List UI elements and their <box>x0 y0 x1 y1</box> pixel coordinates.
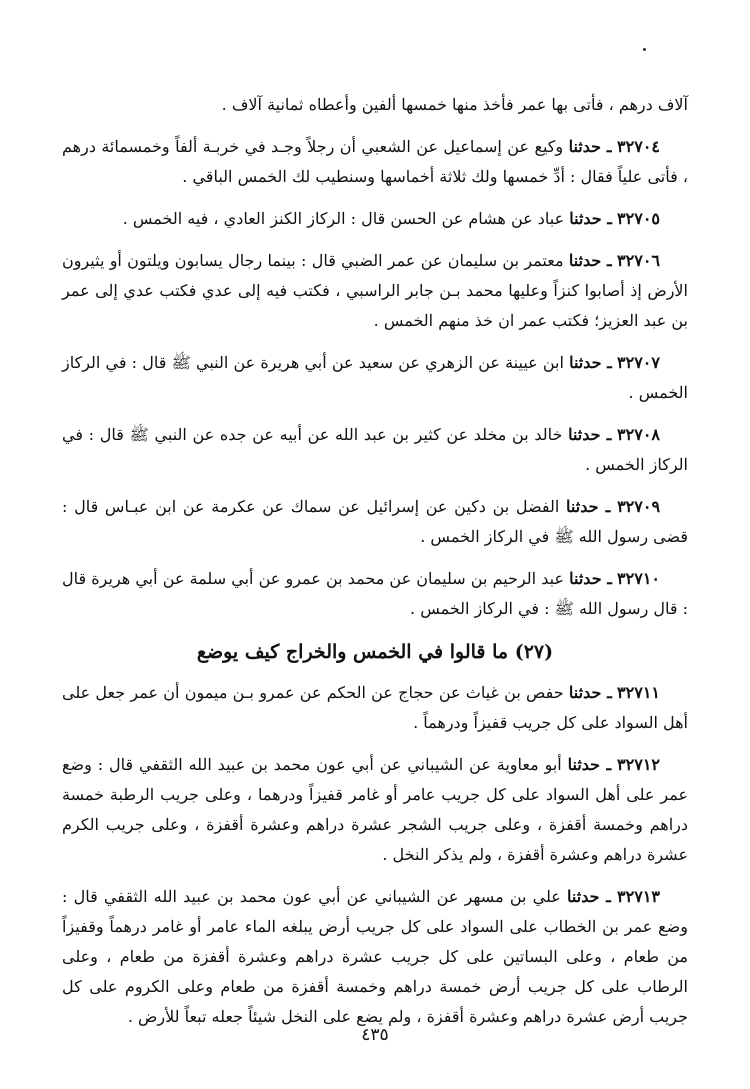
paragraph-text: أبو معاوية عن الشيباني عن أبي عون محمد بن عبيد الله الثقفي قال : وضع عمر على أهل السواد على كل جريب عامر أو غامر قفيزاً ودرهما ، وعلى جريب الرطبة خمسة دراهم وخمسة أقفزة ، وعلى جريب الشجر عشرة دراهم وعشرة أقفزة ، وعلى جريب الكرم عشرة دراهم وعشرة أقفزة ، ولم يذكر النخل . <box>62 755 688 864</box>
hadith-32708 <box>62 420 688 480</box>
hadith-lead: ـ حدثنا <box>567 755 612 774</box>
hadith-lead: ـ حدثنا <box>568 137 612 156</box>
hadith-32704 <box>62 132 688 192</box>
hadith-lead: ـ حدثنا <box>566 497 611 516</box>
hadith-lead: ـ حدثنا <box>568 683 612 702</box>
paragraph-text: عباد عن هشام عن الحسن قال : الركاز الكنز العادي ، فيه الخمس . <box>122 209 565 228</box>
hadith-lead: ـ حدثنا <box>568 425 612 444</box>
paragraph-text: علي بن مسهر عن الشيباني عن أبي عون محمد بن عبيد الله الثقفي قال : وضع عمر بن الخطاب على السواد على كل جريب أرض يبلغه الماء عامر أو غامر درهماً وقفيزاً من طعام ، وعلى البساتين على كل جريب عشرة دراهم وعشرة أقفزة من طعام ، وعلى الرطاب على كل جريب أرض خمسة دراهم وخمسة أقفزة من طعام وعلى الكروم على كل جريب أرض عشرة دراهم وعشرة أقفزة ، ولم يضع على النخل شيئاً جعله تبعاً للأرض . <box>62 887 688 1026</box>
hadith-32709 <box>62 492 688 552</box>
hadith-number: ٣٢٧١٠ <box>617 569 661 588</box>
hadith-32705 <box>62 204 688 234</box>
page-number: ٤٣٥ <box>361 1025 389 1045</box>
hadith-32713 <box>62 882 688 1032</box>
hadith-number: ٣٢٧١٣ <box>617 887 660 906</box>
hadith-lead: ـ حدثنا <box>569 209 612 228</box>
hadith-lead: ـ حدثنا <box>567 887 611 906</box>
margin-dot <box>643 48 646 51</box>
paragraph-text: آلاف درهم ، فأتى بها عمر فأخذ منها خمسها ألفين وأعطاه ثمانية آلاف . <box>221 95 688 114</box>
paragraph-text: وكيع عن إسماعيل عن الشعبي أن رجلاً وجـد في خربـة ألفاً وخمسمائة درهم ، فأتى علياً فقال : أدِّ خمسها ولك ثلاثة أخماسها وسنطيب لك الخمس الباقي . <box>62 137 688 186</box>
hadith-number: ٣٢٧٠٨ <box>617 425 660 444</box>
hadith-lead: ـ حدثنا <box>569 569 612 588</box>
hadith-number: ٣٢٧٠٩ <box>617 497 661 516</box>
hadith-lead: ـ حدثنا <box>569 353 612 372</box>
hadith-32711 <box>62 678 688 738</box>
hadith-number: ٣٢٧١١ <box>617 683 660 702</box>
hadith-number: ٣٢٧٠٧ <box>617 353 660 372</box>
paragraph-text: عبد الرحيم بن سليمان عن محمد بن عمرو عن أبي سلمة عن أبي هريرة قال : قال رسول الله ﷺ : في الركاز الخمس . <box>62 569 688 618</box>
paragraph-text: الفضل بن دكين عن إسرائيل عن سماك عن عكرمة عن ابن عبـاس قال : قضى رسول الله ﷺ في الركاز الخمس . <box>62 497 688 546</box>
hadith-32710 <box>62 564 688 624</box>
paragraph-continuation <box>62 90 688 120</box>
hadith-lead: ـ حدثنا <box>568 251 612 270</box>
hadith-number: ٣٢٧٠٤ <box>617 137 660 156</box>
hadith-number: ٣٢٧٠٦ <box>617 251 661 270</box>
paragraph-text: خالد بن مخلد عن كثير بن عبد الله عن أبيه عن جده عن النبي ﷺ قال : في الركاز الخمس . <box>62 425 688 474</box>
hadith-32712 <box>62 750 688 870</box>
page-body <box>62 90 688 1049</box>
paragraph-text: حفص بن غياث عن حجاج عن الحكم عن عمرو بـن ميمون أن عمر جعل على أهل السواد على كل جريب قفيزاً ودرهماً . <box>62 683 688 732</box>
hadith-32706 <box>62 246 688 336</box>
paragraph-text: معتمر بن سليمان عن عمر الضبي قال : بينما رجال يسابون ويلتون أو يثيرون الأرض إذ أصابوا كنزاً وعليها محمد بـن جابر الراسبي ، فكتب فيه إلى عدي فكتب عدي إلى عمر بن عبد العزيز؛ فكتب عمر ان خذ منهم الخمس . <box>62 251 689 330</box>
hadith-32707 <box>62 348 688 408</box>
section-heading: (٢٧) ما قالوا في الخمس والخراج كيف يوضع <box>196 641 554 663</box>
paragraph-text: ابن عيينة عن الزهري عن سعيد عن أبي هريرة عن النبي ﷺ قال : في الركاز الخمس . <box>62 353 688 402</box>
hadith-number: ٣٢٧٠٥ <box>617 209 660 228</box>
hadith-number: ٣٢٧١٢ <box>617 755 660 774</box>
